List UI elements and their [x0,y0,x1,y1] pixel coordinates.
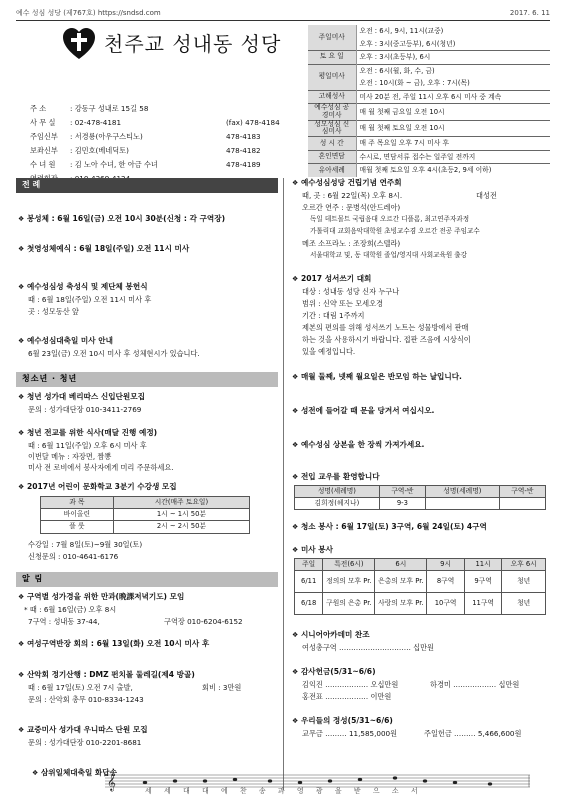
schedule-row [308,164,550,177]
new-members-table [294,485,546,510]
top-line [16,9,550,18]
table-cell: 9-3 [379,498,425,510]
schedule-row [308,25,550,51]
bible-note2: 하는 것을 사용하시기 바랍니다. 접판 즈음에 시상식이 [302,335,471,344]
info-value: : 서경룡(아우구스티노) [70,132,143,142]
svg-text:𝄞: 𝄞 [107,773,116,791]
table-cell: 6/11 [295,571,323,593]
info-row [30,130,296,144]
schedule-value [356,64,550,90]
table-cell [426,498,500,510]
info-value: : 김 노아 수녀, 한 아금 수녀 [70,160,158,170]
notice-door: ❖ 성전에 들어갈 때 문을 당겨서 여십시오. [292,406,435,415]
schedule-label: 고해성사 [308,90,356,104]
schedule-line: 매 월 첫째 금요일 오전 10시 [359,107,445,116]
left-column [16,178,278,792]
info-phone: 478-4183 [226,132,261,142]
notice-choir-recruit: ❖ 교중미사 성가대 우니따스 단원 모집 [18,725,148,734]
notice-culture-school: ❖ 2017년 어린이 문화학교 3분기 수강생 모집 [18,482,177,491]
column-divider [283,178,284,790]
table-header: 6시 [375,559,427,571]
schedule-line: 오후 : 3시(중고등부), 6시(청년) [359,39,456,48]
hiking-contact: 문의 : 산악회 총무 010-8334-1243 [28,695,144,704]
schedule-label: 성 시 간 [308,137,356,151]
offering-dues: 교무금 ……… 11,585,000원 [302,729,398,738]
schedule-label: 혼인면담 [308,150,356,164]
choir-recruit-contact: 문의 : 성가대단장 010-2201-8681 [28,738,142,747]
schedule-row [308,137,550,151]
table-header: 특전(6시) [323,559,375,571]
table-cell: 8구역 [427,571,464,593]
culture-school-dates: 수강일 : 7월 8일(토)~9월 30일(토) [28,540,143,549]
thanks-offering-2: 하경미 ……………… 십만원 [430,680,520,689]
info-label: 주 소 [30,104,47,114]
notice-consecration: ❖ 예수성심성 축성식 및 제단체 봉헌식 [18,282,148,291]
table-cell: 2시 ~ 2시 50분 [113,521,249,533]
notice-cleaning: ❖ 청소 봉사 : 6월 17일(토) 3구역, 6월 24일(토) 4구역 [292,522,487,531]
parish-header [62,24,298,64]
table-header: 11시 [464,559,501,571]
schedule-label: 예수성심 공경미사 [308,104,356,121]
concert-soprano: 메조 소프라노 : 조장희(스텔라) [302,239,401,248]
header-rule [16,20,550,21]
info-label: 수 녀 원 [30,160,56,170]
schedule-line: 미사 20분 전, 주일 11시 오후 6시 미사 중 계속 [359,92,502,101]
notice-first-communion: ❖ 첫영성체예식 : 6월 18일(주일) 오전 11시 미사 [18,244,190,253]
table-cell: 6/18 [295,593,323,615]
info-value: : 김민호(베네딕토) [70,146,129,156]
table-row [295,571,546,593]
info-row [30,102,296,116]
concert-time: 때, 곳 : 6월 22일(목) 오후 8시. [302,191,403,200]
youth-choir-contact: 문의 : 성가대단장 010-3411-2769 [28,405,142,414]
bulletin-date: 2017. 6. 11 [509,9,550,17]
bible-scope: 범위 : 신약 또는 모세오경 [302,299,383,308]
senior-donation: 여성총구역 ………………………… 십만원 [302,643,434,652]
bulletin-source: 예수 성심 성당 (제767호) https://sndsd.com [16,9,161,17]
table-cell: 11구역 [464,593,501,615]
schedule-value [356,25,550,51]
table-header: 구역-반 [499,486,545,498]
notice-mass-service: ❖ 미사 봉사 [292,545,333,554]
table-cell: 사랑의 모후 Pr. [375,593,427,615]
psalm-lyrics: 세 세 대 대 에 찬 송 과 영 광 을 받 으 소 서 [145,787,423,795]
concert-organist-bio1: 독일 데트몰트 국립음대 오르간 디플롬, 최고연주자과정 [310,215,470,223]
info-label: 보좌신부 [30,146,58,156]
info-row [30,144,296,158]
schedule-value [356,150,550,164]
table-cell: 은총의 모후 Pr. [375,571,427,593]
table-cell [499,498,545,510]
schedule-value [356,104,550,121]
schedule-value [356,164,550,177]
notice-women-meeting: ❖ 여성구역반장 회의 : 6월 13일(화) 오전 10시 미사 후 [18,639,210,648]
table-cell: 플 룻 [41,521,114,533]
schedule-line: 오후 : 3시(초등부), 6시 [359,53,431,61]
bible-period: 기간 : 대림 1주까지 [302,311,365,320]
notice-holy-communion: ❖ 봉성체 : 6월 16일(금) 오전 10시 30분(신청 : 각 구역장) [18,214,226,223]
info-phone: 478-4189 [226,160,261,170]
schedule-line: 매 월 첫째 토요일 오전 10시 [359,124,445,133]
consecration-time: 때 : 6월 18일(주일) 오전 11시 미사 후 [28,295,152,304]
table-cell: 청년 [502,593,546,615]
notice-holy-card: ❖ 예수성심 상본을 한 장씩 가져가세요. [292,440,425,449]
schedule-value [356,120,550,137]
info-row [30,116,296,130]
right-column [290,178,552,768]
schedule-line: 오전 : 6시(월, 화, 수, 금) [359,66,435,75]
bible-target: 대상 : 성내동 성당 신자 누구나 [302,287,400,296]
schedule-value [356,137,550,151]
notice-youth-meal: ❖ 청년 전교를 위한 식사(매달 진행 예정) [18,428,158,437]
schedule-line: 수시로, 면담서류 접수는 일주일 전까지 [359,152,476,161]
section-notices: 알 림 [16,572,278,587]
mass-service-table [294,558,546,615]
schedule-label: 성모성심 신심미사 [308,120,356,137]
info-label: 주임신부 [30,132,58,142]
schedule-row [308,120,550,137]
table-cell: 10구역 [427,593,464,615]
schedule-row [308,90,550,104]
table-cell: 9구역 [464,571,501,593]
schedule-value [356,51,550,65]
notice-concert: ❖ 예수성심성당 건립기념 연주회 [292,178,402,187]
schedule-line: 오전 : 6시, 9시, 11시(교중) [359,27,444,35]
table-cell: 청년 [502,571,546,593]
thanks-offering-3: 홍전표 ……………… 이만원 [302,692,392,701]
concert-organist: 오르간 연주 : 문병석(안드레아) [302,203,401,212]
table-header: 과 목 [41,497,114,509]
section-youth: 청소년 · 청년 [16,372,278,387]
section-liturgy: 전 례 [16,178,278,193]
schedule-line: 오전 : 10시(화 ~ 금), 오후 : 7시(목) [359,79,470,87]
bible-note1: 제본의 편의를 위해 성서쓰기 노트는 성물방에서 판매 [302,323,469,332]
schedule-label: 유아세례 [308,164,356,177]
table-header: 시간(매주 토요일) [113,497,249,509]
notice-hiking: ❖ 산악회 정기산행 : DMZ 펀치볼 둘레길(제4 방골) [18,670,195,679]
youth-meal-note: 미사 전 로비에서 봉사자에게 미리 주문하세요. [28,463,174,472]
schedule-value [356,90,550,104]
notice-sacred-heart-mass: ❖ 예수성심대축일 미사 안내 [18,336,113,345]
vespers-contact: 구역장 010-6204-6152 [164,617,243,626]
offering-sunday: 주일헌금 ……… 5,466,600원 [424,729,522,738]
concert-soprano-bio: 서울대학교 및, 동 대학원 졸업/영지대 사회교육원 출강 [310,251,468,259]
parish-title: 천주교 성내동 성당 [104,31,282,56]
schedule-row [308,104,550,121]
mass-schedule-table [308,25,550,177]
hiking-time: 때 : 6월 17일(토) 오전 7시 출발, [28,683,133,692]
table-header: 성명(세례명) [295,486,380,498]
schedule-line: 매 주 목요일 오후 7시 미사 후 [359,139,450,148]
culture-school-contact: 신청문의 : 010-4641-6176 [28,552,119,561]
concert-organist-bio2: 가톨릭대 교회음악대학원 초빙교수겸 오르간 전공 주임교수 [310,227,480,235]
info-row [30,158,296,172]
schedule-label: 토 요 일 [308,51,356,65]
notice-youth-choir: ❖ 청년 성가대 베리따스 신입단원모집 [18,392,145,401]
schedule-label: 평일미사 [308,64,356,90]
info-value: : 강동구 성내로 15길 58 [70,104,149,114]
table-cell: 구원의 은총 Pr. [323,593,375,615]
youth-meal-menu: 이번달 메뉴 : 자장면, 짬뽕 [28,452,112,461]
culture-school-table [40,496,250,534]
info-phone: 478-4182 [226,146,261,156]
info-value: : 02-478-4181 [70,118,122,128]
schedule-row [308,150,550,164]
notice-vespers: ❖ 구역별 성가경을 위한 만과(晩課저녁기도) 모임 [18,592,185,601]
sacred-heart-detail: 6월 23일(금) 오전 10시 미사 후 성체현시가 있습니다. [28,349,200,358]
church-logo-icon [62,27,96,61]
notice-bible-writing: ❖ 2017 성서쓰기 대회 [292,274,372,283]
table-cell: 바이올린 [41,509,114,521]
table-cell: 김희정(헤지나) [295,498,380,510]
schedule-label: 주일미사 [308,25,356,51]
notice-senior-academy: ❖ 시니어아카데미 찬조 [292,630,370,639]
table-row [295,593,546,615]
info-phone: (fax) 478-4184 [226,118,280,128]
notice-psalm: ❖ 삼위일체대축일 화답송 [32,768,117,777]
schedule-line: 매월 첫째 토요일 오후 4시(초등2, 9세 이하) [359,166,492,175]
parish-info [30,102,296,186]
notice-offerings: ❖ 우리들의 정성(5/31~6/6) [292,716,393,725]
concert-place: 대성전 [476,191,497,200]
table-header: 9시 [427,559,464,571]
table-header: 성명(세례명) [426,486,500,498]
youth-meal-time: 때 : 6월 11일(주일) 오후 6시 미사 후 [28,441,147,450]
consecration-place: 곳 : 성모동산 앞 [28,307,79,316]
table-cell: 정의의 모후 Pr. [323,571,375,593]
notice-new-members: ❖ 전입 교우를 환영합니다 [292,472,380,481]
table-header: 구역-반 [379,486,425,498]
table-cell: 1시 ~ 1시 50분 [113,509,249,521]
schedule-row [308,51,550,65]
notice-group-meeting: ❖ 매월 둘째, 넷째 월요일은 반모임 하는 날입니다. [292,372,462,381]
hiking-fee: 회비 : 3만원 [202,683,242,692]
notice-thanks-offering: ❖ 감사헌금(5/31~6/6) [292,667,376,676]
schedule-row [308,64,550,90]
thanks-offering-1: 김익진 ……………… 오십만원 [302,680,399,689]
vespers-time: * 때 : 6월 16일(금) 오후 8시 [24,605,117,614]
vespers-place: 7구역 : 성내동 37-44, [28,617,100,626]
table-header: 오후 6시 [502,559,546,571]
info-label: 사 무 실 [30,118,56,128]
bible-note3: 있을 예정입니다. [302,347,356,356]
table-header: 주일 [295,559,323,571]
